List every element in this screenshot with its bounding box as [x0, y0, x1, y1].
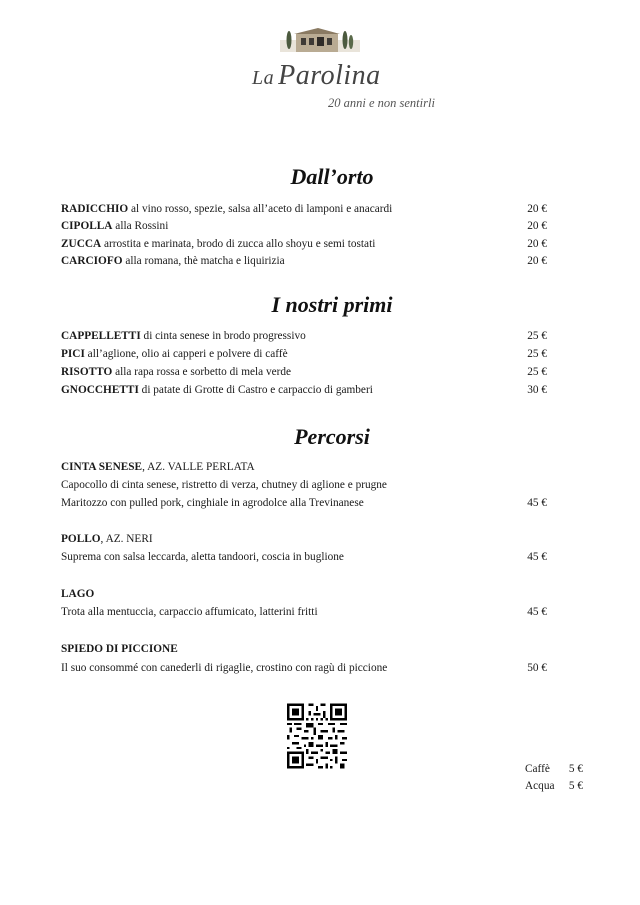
item-price: 25 € — [527, 330, 547, 342]
percorso-heading — [61, 530, 547, 548]
item-name: PICI — [61, 348, 85, 360]
item-description: di patate di Grotte di Castro e carpaccio di gamberi — [138, 384, 373, 396]
item-price: 20 € — [527, 203, 547, 215]
percorso-line: Maritozzo con pulled pork, cinghiale in agrodolce alla Trevinanese 45 € — [61, 494, 547, 512]
menu-item — [61, 200, 547, 218]
beverage-price: 5 € — [568, 763, 583, 775]
item-name: GNOCCHETTI — [61, 384, 139, 396]
item-name: SPIEDO DI PICCIONE — [61, 643, 178, 655]
item-name: CARCIOFO — [61, 255, 123, 267]
qr-code-icon[interactable] — [287, 703, 347, 769]
item-description: alla romana, thè matcha e liquirizia — [122, 255, 285, 267]
item-price: 25 € — [527, 348, 547, 360]
menu-item — [61, 235, 547, 253]
percorso-line: Suprema con salsa leccarda, aletta tandoori, coscia in buglione 45 € — [61, 548, 547, 566]
item-price: 25 € — [527, 366, 547, 378]
brand-name: La Parolina — [252, 60, 381, 91]
section-title-primi: I nostri primi — [271, 292, 393, 317]
menu-item — [61, 217, 547, 235]
logo — [250, 26, 450, 118]
menu-item — [61, 345, 547, 363]
percorso-heading — [61, 640, 547, 658]
beverage-price: 5 € — [568, 780, 583, 792]
item-description: alla rapa rossa e sorbetto di mela verde — [112, 366, 292, 378]
beverage-name: Acqua — [525, 780, 555, 792]
item-description: all’aglione, olio ai capperi e polvere di caffè — [84, 348, 288, 360]
item-price: 30 € — [527, 384, 547, 396]
section-title-percorsi: Percorsi — [294, 424, 370, 449]
item-name: RADICCHIO — [61, 203, 129, 215]
item-price: 45 € — [527, 606, 547, 618]
item-producer: , AZ. VALLE PERLATA — [142, 461, 255, 473]
item-price: 20 € — [527, 220, 547, 232]
beverage-item — [525, 760, 585, 778]
item-name: CIPOLLA — [61, 220, 113, 232]
percorso-heading — [61, 458, 547, 476]
item-description: alla Rossini — [112, 220, 169, 232]
menu-item — [61, 363, 547, 381]
percorso-line: Il suo consommé con canederli di rigaglie, crostino con ragù di piccione 50 € — [61, 659, 547, 677]
item-name: ZUCCA — [61, 238, 102, 250]
beverage-name: Caffè — [525, 763, 550, 775]
section-title-dallorto: Dall’orto — [290, 164, 374, 189]
item-price: 20 € — [527, 255, 547, 267]
percorso-heading — [61, 585, 547, 603]
beverage-item — [525, 777, 585, 795]
item-price: 45 € — [527, 497, 547, 509]
item-description: arrostita e marinata, brodo di zucca allo shoyu e semi tostati — [101, 238, 376, 250]
item-producer: , AZ. NERI — [100, 533, 153, 545]
item-name: CAPPELLETTI — [61, 330, 141, 342]
percorso-line: Capocollo di cinta senese, ristretto di verza, chutney di aglione e prugne — [61, 479, 387, 491]
item-price: 20 € — [527, 238, 547, 250]
menu-item — [61, 252, 547, 270]
item-price: 50 € — [527, 662, 547, 674]
tagline: 20 anni e non sentirli — [328, 96, 435, 110]
item-name: POLLO — [61, 533, 101, 545]
item-name: LAGO — [61, 588, 95, 600]
percorso-line: Trota alla mentuccia, carpaccio affumicato, latterini fritti 45 € — [61, 603, 547, 621]
item-name: RISOTTO — [61, 366, 113, 378]
item-description: di cinta senese in brodo progressivo — [140, 330, 306, 342]
item-price: 45 € — [527, 551, 547, 563]
building-and-cypress-icon — [280, 26, 360, 52]
menu-item — [61, 327, 547, 345]
menu-item — [61, 381, 547, 399]
item-description: al vino rosso, spezie, salsa all’aceto di lamponi e anacardi — [128, 203, 393, 215]
item-name: CINTA SENESE — [61, 461, 143, 473]
